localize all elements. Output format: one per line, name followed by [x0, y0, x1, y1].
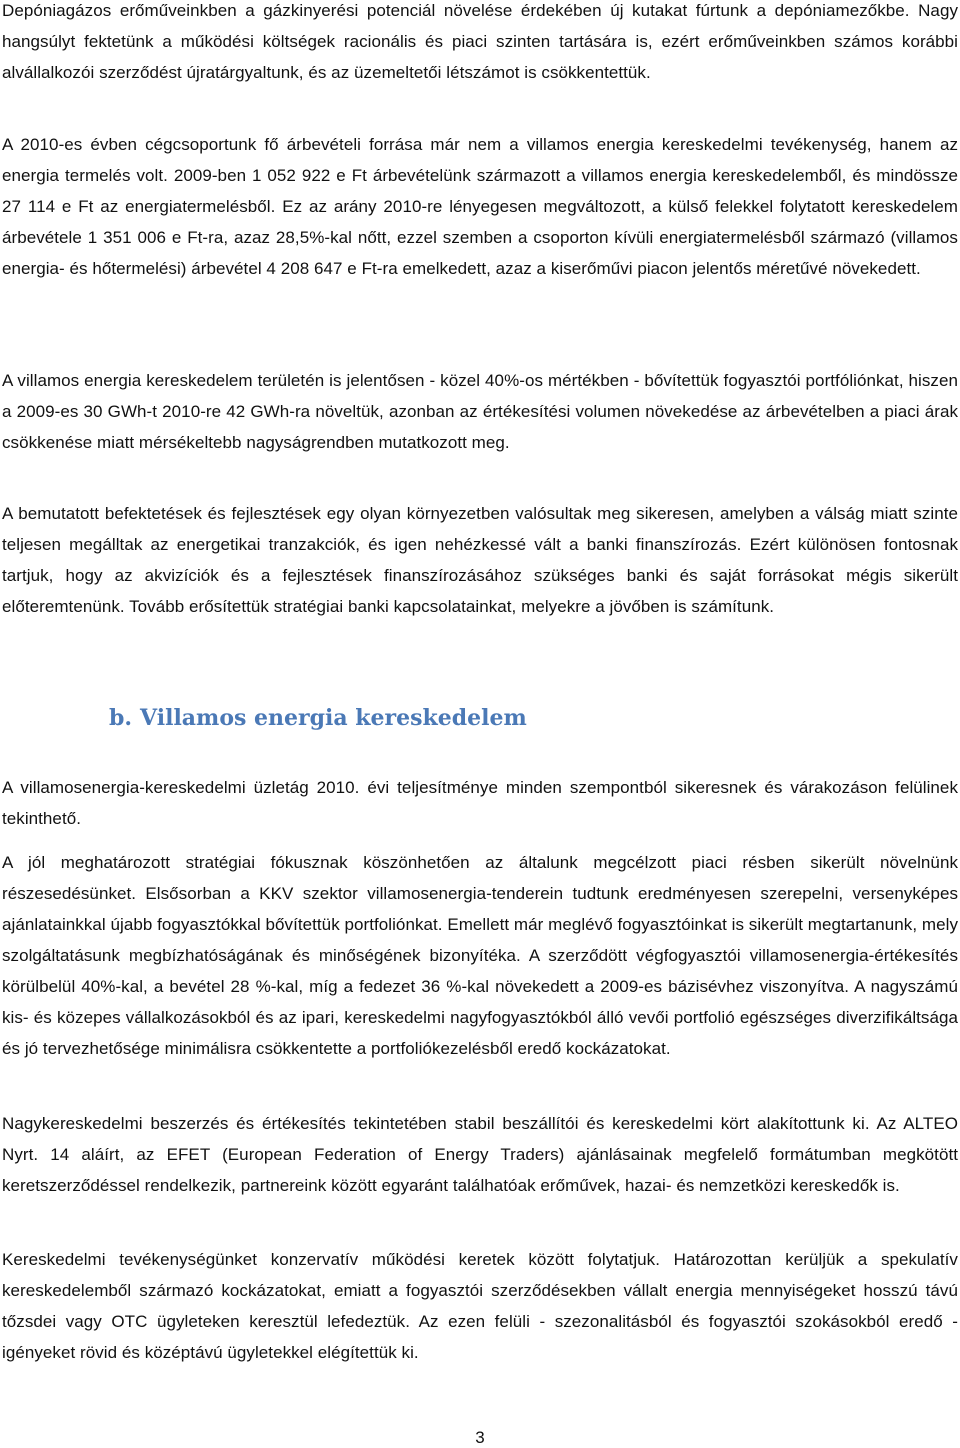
paragraph-wholesale: Nagykereskedelmi beszerzés és értékesítés tekintetében stabil beszállítói és kereskedelmi kört alakítottunk ki. Az ALTEO Nyrt. 14 aláírt, az EFET (European Federation of Energy Traders) ajánlásainak megfelelő formátumban megkötött keretszerződéssel rendelkezik, partnereink között egyaránt találhatóak erőművek, hazai- és nemzetközi kereskedők is. — [2, 1114, 958, 1195]
paragraph-market-share: A jól meghatározott stratégiai fókusznak köszönhetően az általunk megcélzott piaci résben sikerült növelnünk részesedésünket. Elsősorban a KKV szektor villamosenergia-tenderein tudtunk eredményesen szerepelni, versenyképes ajánlatainkkal újabb fogyasztókkal bővítettük portfoliónkat. Emellett már meglévő fogyasztóinkat is sikerült megtartanunk, mely szolgáltatásunk megbízhatóságának és minőségének bizonyítéka. A szerződött végfogyasztói villamosenergia-értékesítés körülbelül 40%-kal, a bevétel 28 %-kal, míg a fedezet 36 %-kal növekedett a 2009-es bázisévhez viszonyítva. A nagyszámú kis- és közepes vállalkozásokból és az ipari, kereskedelmi nagyfogyasztókból álló vevői portfolió egészséges diverzifikáltsága és jó tervezhetősége minimálisra csökkentette a portfoliókezelésből eredő kockázatokat. — [2, 853, 958, 1058]
paragraph-investments-financing: A bemutatott befektetések és fejlesztések egy olyan környezetben valósultak meg sikeresen, amelyben a válság miatt szinte teljesen megálltak az energetikai tranzakciók, és igen nehézkessé vált a banki finanszírozás. Ezért különösen fontosnak tartjuk, hogy az akvizíciók és a fejlesztések finanszírozásához szükséges banki és saját forrásokat mégis sikerült előteremtenünk. Tovább erősítettük stratégiai banki kapcsolatainkat, melyekre a jövőben is számítunk. — [2, 504, 958, 616]
paragraph-risk-management: Kereskedelmi tevékenységünket konzervatív működési keretek között folytatjuk. Határozottan kerüljük a spekulatív kereskedelemből származó kockázatokat, emiatt a fogyasztói szerződésekben vállalt energia mennyiségeket hosszú távú tőzsdei vagy OTC ügyleteken keresztül lefedeztük. Az ezen felüli - szezonalitásból és fogyasztói szokásokból eredő - igényeket rövid és középtávú ügyletekkel elégítettük ki. — [2, 1250, 958, 1362]
page-number: 3 — [475, 1428, 485, 1447]
paragraph-depony-gas: Depóniagázos erőműveinkben a gázkinyerési potenciál növelése érdekében új kutakat fúrtunk a depóniamezőkbe. Nagy hangsúlyt fektetünk a működési költségek racionális és piaci szinten tartására is, ezért erőműveinkben számos korábbi alvállalkozói szerződést újratárgyaltunk, és az üzemeltetői létszámot is csökkentettük. — [2, 1, 958, 82]
section-title: Villamos energia kereskedelem — [140, 705, 527, 731]
paragraph-revenue-sources: A 2010-es évben cégcsoportunk fő árbevételi forrása már nem a villamos energia kereskedelmi tevékenység, hanem az energia termelés volt. 2009-ben 1 052 922 e Ft árbevételünk származott a villamos energia kereskedelemből, és mindössze 27 114 e Ft az energiatermelésből. Ez az arány 2010-re lényegesen megváltozott, a külső felekkel folytatott kereskedelem árbevétele 1 351 006 e Ft-ra, azaz 28,5%-kal nőtt, ezzel szemben a csoporton kívüli energiatermelésből származó (villamos energia- és hőtermelési) árbevétel 4 208 647 e Ft-ra emelkedett, azaz a kiserőművi piacon jelentős méretűvé növekedett. — [2, 135, 958, 278]
section-heading — [109, 702, 527, 734]
paragraph-consumer-portfolio: A villamos energia kereskedelem területén is jelentősen - közel 40%-os mértékben - bővítettük fogyasztói portfóliónkat, hiszen a 2009-es 30 GWh-t 2010-re 42 GWh-ra növeltük, azonban az értékesítési volumen növekedése az árbevételben a piaci árak csökkenése miatt mérsékeltebb nagyságrendben mutatkozott meg. — [2, 371, 958, 452]
paragraph-business-performance: A villamosenergia-kereskedelmi üzletág 2010. évi teljesítménye minden szempontból sikeresnek és várakozáson felülinek tekinthető. — [2, 778, 958, 828]
section-number: b. — [109, 705, 133, 731]
